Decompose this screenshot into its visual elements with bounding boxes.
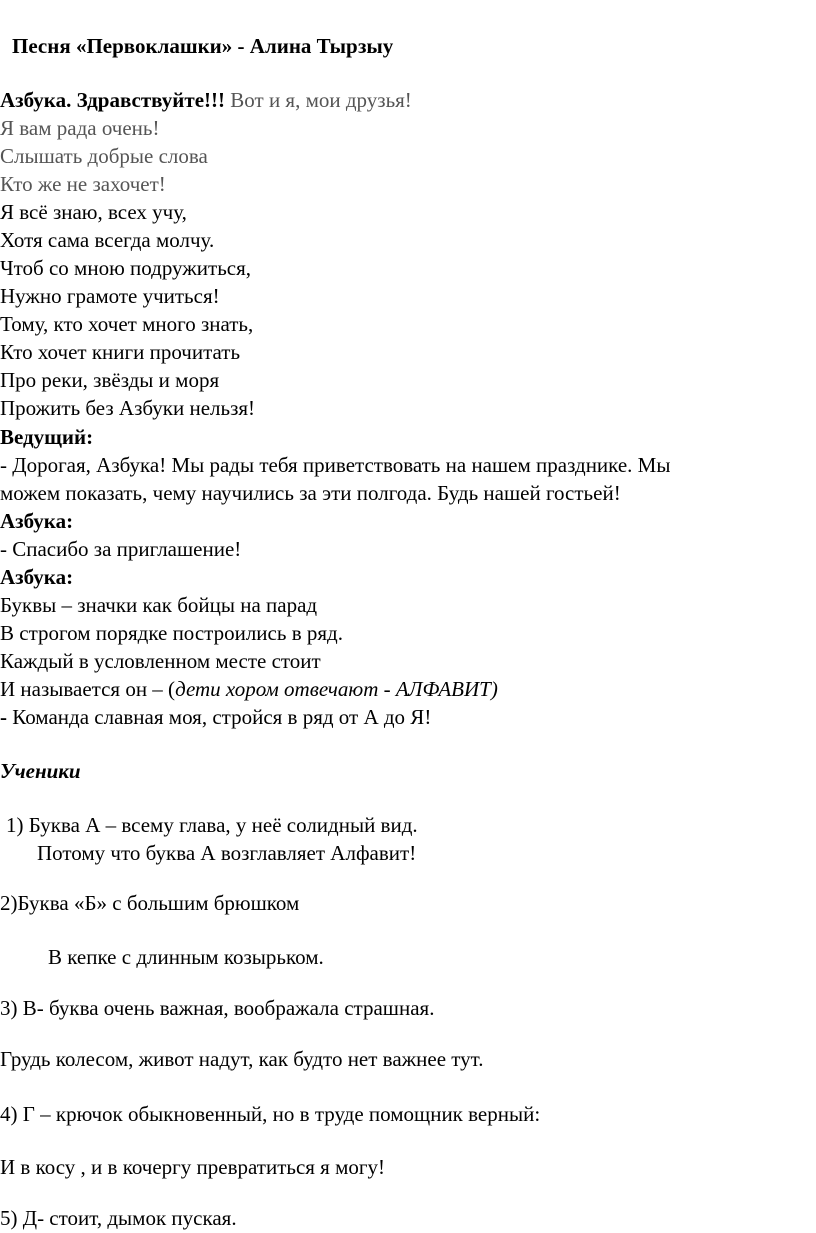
dialogue-line: можем показать, чему научились за эти полгода. Будь нашей гостьей!	[0, 481, 621, 505]
document-title: Песня «Первоклашки» - Алина Тырзыу	[12, 34, 394, 58]
student-line: В кепке с длинным козырьком.	[48, 945, 324, 969]
verse-line: Хотя сама всегда молчу.	[0, 228, 215, 252]
speaker-label: Ведущий:	[0, 425, 94, 449]
verse-line: Прожить без Азбуки нельзя!	[0, 396, 256, 420]
verse-line: Я вам рада очень!	[0, 116, 160, 140]
verse-line: Нужно грамоте учиться!	[0, 284, 220, 308]
verse-line: Кто хочет книги прочитать	[0, 340, 241, 364]
students-heading: Ученики	[0, 759, 81, 783]
verse-line: Вот и я, мои друзья!	[230, 88, 412, 112]
dash-mark: -	[0, 705, 7, 729]
student-line: 3) В- буква очень важная, воображала страшная.	[0, 996, 435, 1020]
speaker-label: Азбука. Здравствуйте!!!	[0, 88, 226, 112]
verse-text: Команда славная моя, стройся в ряд от А до Я!	[7, 705, 432, 729]
student-line: 2)Буква «Б» с большим брюшком	[0, 891, 300, 915]
student-line: 4) Г – крючок обыкновенный, но в труде помощник верный:	[0, 1102, 541, 1126]
student-line: 5) Д- стоит, дымок пуская.	[0, 1206, 237, 1230]
verse-line: Тому, кто хочет много знать,	[0, 312, 254, 336]
dialogue-line: - Дорогая, Азбука! Мы рады тебя приветствовать на нашем празднике. Мы	[0, 453, 671, 477]
student-line: Потому что буква А возглавляет Алфавит!	[37, 841, 417, 865]
speaker-label: Азбука:	[0, 509, 74, 533]
verse-line: В строгом порядке построились в ряд.	[0, 621, 343, 645]
verse-line: Каждый в условленном месте стоит	[0, 649, 321, 673]
verse-text: И называется он – (	[0, 677, 176, 701]
intro-first-line	[0, 87, 412, 113]
speaker-label: Азбука:	[0, 565, 74, 589]
verse-line: Про реки, звёзды и моря	[0, 368, 220, 392]
command-line	[0, 704, 431, 730]
student-line: 1) Буква А – всему глава, у неё солидный вид.	[6, 813, 418, 837]
student-line: И в косу , и в кочергу превратиться я могу!	[0, 1155, 385, 1179]
verse-line: Кто же не захочет!	[0, 172, 166, 196]
verse-line: Чтоб со мною подружиться,	[0, 256, 252, 280]
verse-line	[0, 676, 498, 702]
stage-direction: дети хором отвечают - АЛФАВИТ)	[175, 677, 498, 701]
verse-line: Слышать добрые слова	[0, 144, 208, 168]
verse-line: Буквы – значки как бойцы на парад	[0, 593, 318, 617]
dialogue-line: - Спасибо за приглашение!	[0, 537, 242, 561]
student-line: Грудь колесом, живот надут, как будто нет важнее тут.	[0, 1047, 484, 1071]
verse-line: Я всё знаю, всех учу,	[0, 200, 187, 224]
